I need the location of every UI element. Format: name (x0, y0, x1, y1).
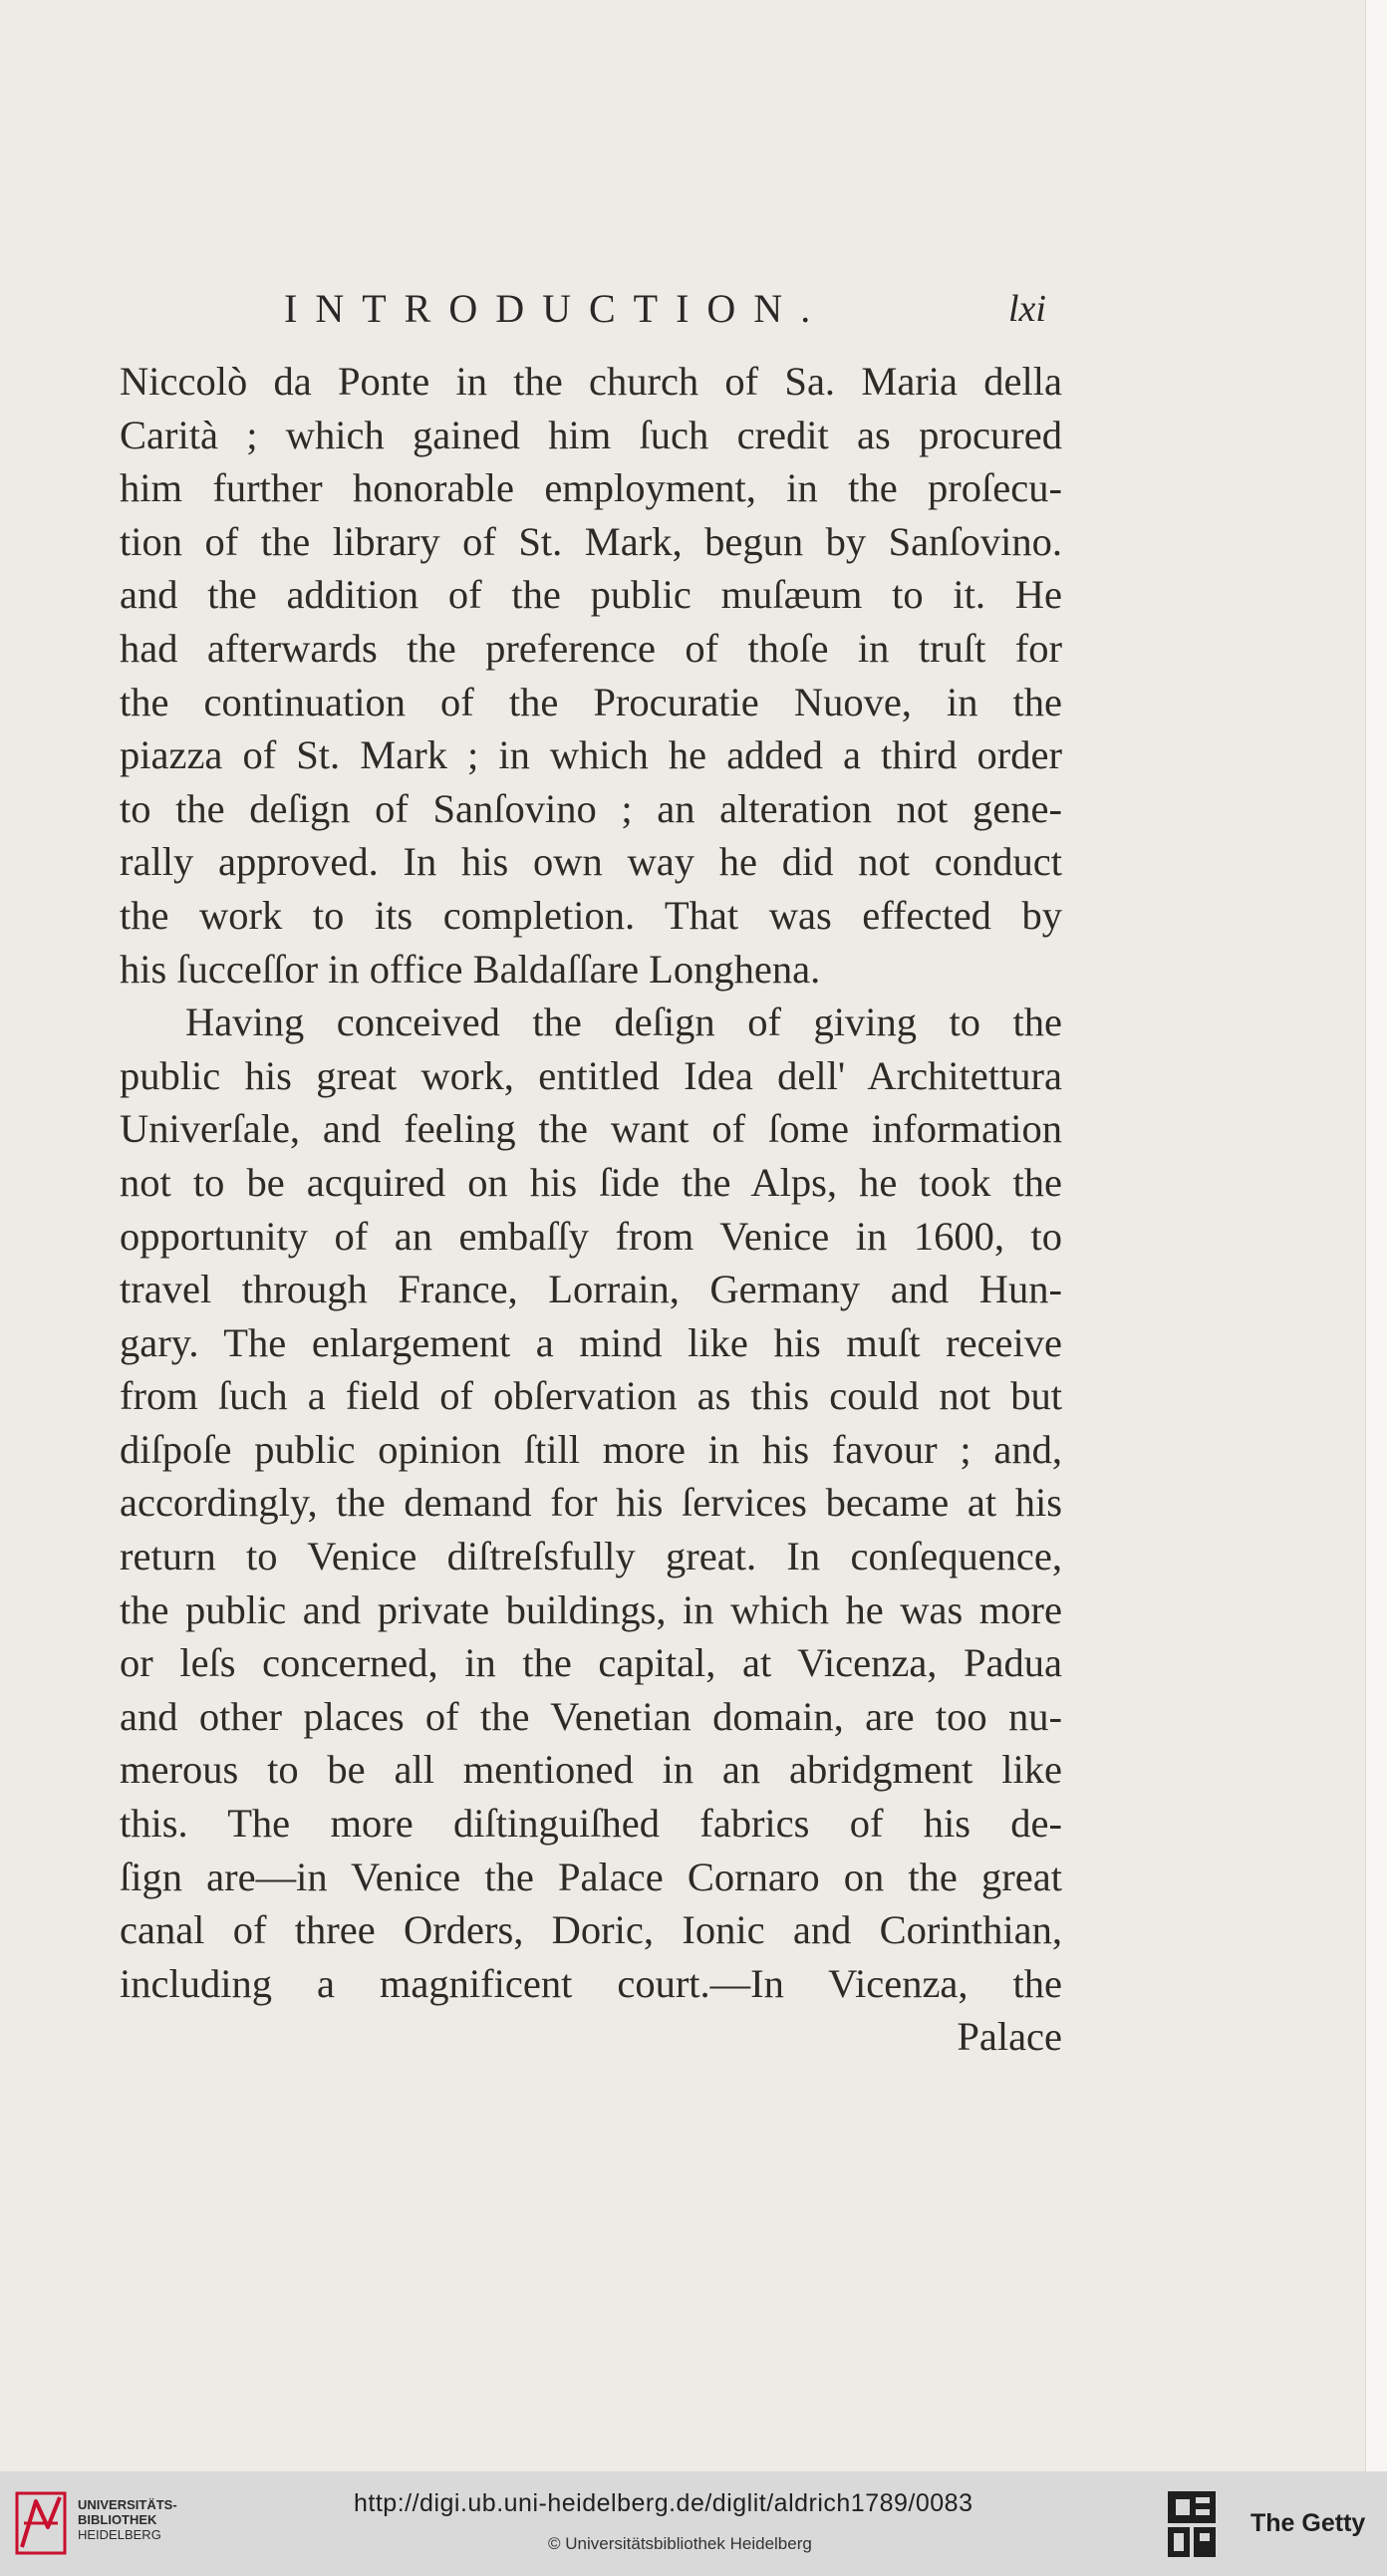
copyright-notice: © Universitätsbibliothek Heidelberg (548, 2534, 812, 2553)
partner-name: The Getty (1250, 2509, 1366, 2537)
text-line: the work to its completion. That was effected by (120, 892, 1062, 938)
footer-bar (0, 2471, 1387, 2576)
text-line: return to Venice diſtreſsfully great. In conſequence, (120, 1534, 1062, 1579)
page-number: lxi (1008, 288, 1046, 330)
text-line: his ſucceſſor in office Baldaſſare Longhena. (120, 946, 821, 992)
text-line: accordingly, the demand for his ſervices became at his (120, 1480, 1062, 1526)
text-line: travel through France, Lorrain, Germany and Hun- (120, 1267, 1062, 1312)
page-header (0, 279, 1076, 339)
library-name-line: HEIDELBERG (78, 2527, 161, 2542)
body-text (120, 355, 1062, 2064)
text-line: diſpoſe public opinion ſtill more in his favour ; and, (120, 1426, 1062, 1472)
permalink-url[interactable]: http://digi.ub.uni-heidelberg.de/diglit/aldrich1789/0083 (354, 2489, 973, 2517)
text-line: including a magnificent court.—In Vicenza, the (120, 1960, 1062, 2006)
text-line: or leſs concerned, in the capital, at Vicenza, Padua (120, 1640, 1062, 1686)
text-line: Carità ; which gained him ſuch credit as procured (120, 412, 1062, 457)
text-line: Niccolò da Ponte in the church of Sa. Maria della (120, 359, 1062, 404)
text-line: to the deſign of Sanſovino ; an alteration not gene- (120, 785, 1062, 831)
text-line: from ſuch a field of obſervation as this could not but (120, 1373, 1062, 1419)
library-name (78, 2497, 177, 2542)
text-line: ſign are—in Venice the Palace Cornaro on the great (120, 1854, 1062, 1899)
university-logo-icon (14, 2487, 68, 2559)
running-title: INTRODUCTION. (284, 286, 829, 331)
text-line: merous to be all mentioned in an abridgment like (120, 1747, 1062, 1793)
text-line: gary. The enlargement a mind like his muſt receive (120, 1319, 1062, 1365)
text-line: and the addition of the public muſæum to it. He (120, 572, 1062, 618)
text-line: Univerſale, and feeling the want of ſome information (120, 1106, 1062, 1152)
library-name-line: UNIVERSITÄTS- (78, 2497, 177, 2512)
text-line: opportunity of an embaſſy from Venice in 1600, to (120, 1213, 1062, 1259)
page-edge (1365, 0, 1387, 2471)
text-line: tion of the library of St. Mark, begun by Sanſovino. (120, 518, 1062, 564)
text-line: him further honorable employment, in the proſecu- (120, 465, 1062, 511)
text-line: canal of three Orders, Doric, Ionic and Corinthian, (120, 1907, 1062, 1953)
getty-logo-icon (1166, 2489, 1218, 2559)
library-name-line: BIBLIOTHEK (78, 2512, 157, 2527)
text-line: public his great work, entitled Idea dell' Architettura (120, 1052, 1062, 1098)
catchword: Palace (957, 2014, 1062, 2060)
text-line: piazza of St. Mark ; in which he added a third order (120, 732, 1062, 778)
text-line: this. The more diſtinguiſhed fabrics of his de- (120, 1801, 1062, 1847)
text-line: Having conceived the deſign of giving to the (185, 1000, 1062, 1045)
text-line: and other places of the Venetian domain, are too nu- (120, 1693, 1062, 1739)
text-line: had afterwards the preference of thoſe in truſt for (120, 625, 1062, 671)
text-line: rally approved. In his own way he did not conduct (120, 839, 1062, 885)
text-line: the public and private buildings, in which he was more (120, 1586, 1062, 1632)
text-line: the continuation of the Procuratie Nuove, in the (120, 679, 1062, 724)
text-line: not to be acquired on his ſide the Alps, he took the (120, 1159, 1062, 1205)
